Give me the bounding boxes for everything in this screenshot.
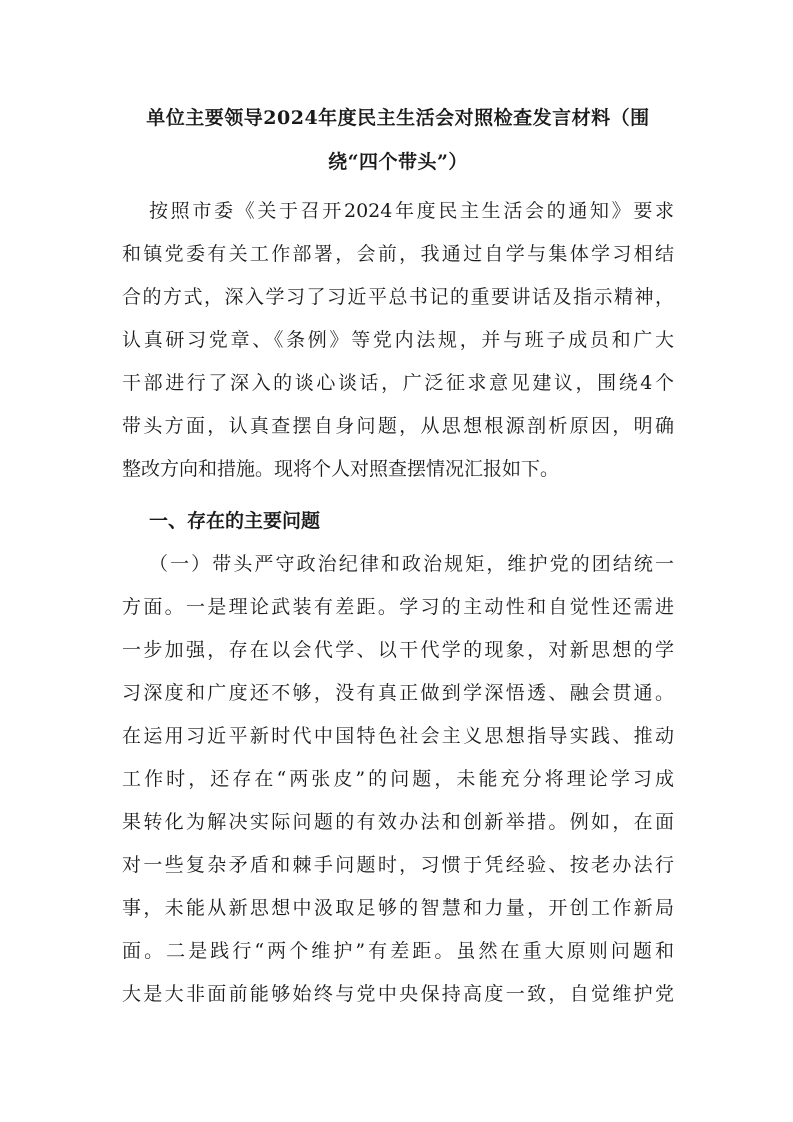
title-line-2: 绕“四个带头”） (328, 151, 468, 173)
section1-line-2: 方面。一是理论武装有差距。学习的主动性和自觉性还需进 (122, 596, 674, 618)
section1-line-1: （一）带头严守政治纪律和政治规矩，维护党的团结统一 (149, 553, 674, 575)
intro-line-4: 认真研习党章、《条例》等党内法规，并与班子成员和广大 (122, 329, 674, 351)
section1-line-7: 果转化为解决实际问题的有效办法和创新举措。例如，在面 (122, 811, 674, 833)
section1-paragraph (122, 543, 674, 1016)
section1-line-8: 对一些复杂矛盾和棘手问题时，习惯于凭经验、按老办法行 (122, 854, 674, 876)
document-title (122, 96, 674, 184)
section1-line-10: 面。二是践行“两个维护”有差距。虽然在重大原则问题和 (122, 940, 674, 962)
intro-line-3: 合的方式，深入学习了习近平总书记的重要讲话及指示精神， (122, 286, 674, 308)
intro-line-7: 整改方向和措施。现将个人对照查摆情况汇报如下。 (122, 458, 560, 480)
intro-line-1: 按照市委《关于召开2024年度民主生活会的通知》要求 (149, 200, 674, 222)
title-line-1: 单位主要领导2024年度民主生活会对照检查发言材料（围 (146, 107, 650, 129)
section1-line-5: 在运用习近平新时代中国特色社会主义思想指导实践、推动 (122, 725, 674, 747)
intro-line-5: 干部进行了深入的谈心谈话，广泛征求意见建议，围绕4个 (122, 372, 674, 394)
section1-line-9: 事，未能从新思想中汲取足够的智慧和力量，开创工作新局 (122, 897, 674, 919)
section1-line-11: 大是大非面前能够始终与党中央保持高度一致，自觉维护党 (122, 983, 674, 1005)
section1-line-3: 一步加强，存在以会代学、以干代学的现象，对新思想的学 (122, 639, 674, 661)
document-body (122, 96, 674, 1016)
intro-line-6: 带头方面，认真查摆自身问题，从思想根源剖析原因，明确 (122, 415, 674, 437)
intro-line-2: 和镇党委有关工作部署，会前，我通过自学与集体学习相结 (122, 243, 674, 265)
section-heading-problems: 一、存在的主要问题 (149, 510, 321, 532)
section1-line-6: 工作时，还存在“两张皮”的问题，未能充分将理论学习成 (122, 768, 674, 790)
section1-line-4: 习深度和广度还不够，没有真正做到学深悟透、融会贯通。 (122, 682, 674, 704)
intro-paragraph (122, 190, 674, 491)
